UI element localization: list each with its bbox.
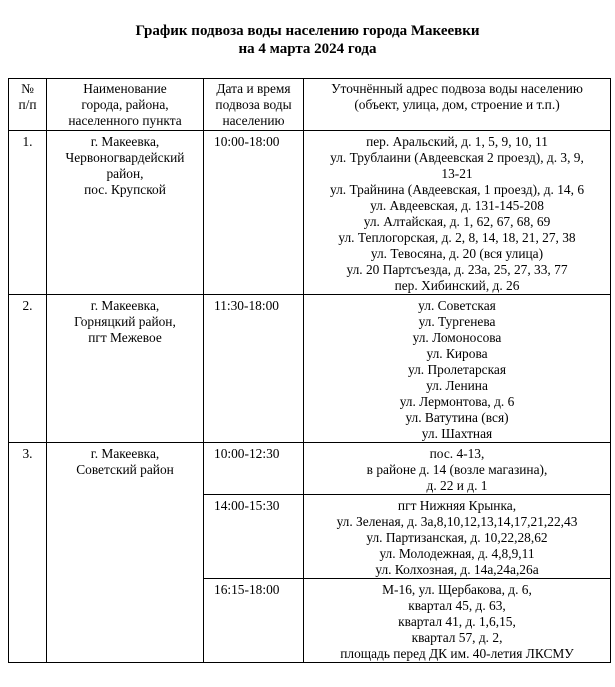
row-place: г. Макеевка, Горняцкий район, пгт Межевое bbox=[47, 295, 204, 443]
row-time: 10:00-12:30 bbox=[204, 443, 304, 495]
table-row bbox=[9, 295, 611, 443]
table-row bbox=[9, 443, 611, 495]
title-line-1: График подвоза воды населению города Макеевки bbox=[135, 23, 480, 39]
table-row bbox=[9, 131, 611, 295]
row-address: ул. Советская ул. Тургенева ул. Ломоносова ул. Кирова ул. Пролетарская ул. Ленина ул. Лермонтова, д. 6 ул. Ватутина (вся) ул. Шахтная bbox=[304, 295, 611, 443]
row-place: г. Макеевка, Червоногвардейский район, пос. Крупской bbox=[47, 131, 204, 295]
row-address: пгт Нижняя Крынка, ул. Зеленая, д. 3а,8,10,12,13,14,17,21,22,43 ул. Партизанская, д. 10,22,28,62 ул. Молодежная, д. 4,8,9,11 ул. Колхозная, д. 14а,24а,26а bbox=[304, 495, 611, 579]
row-number: 3. bbox=[9, 443, 47, 663]
row-time: 16:15-18:00 bbox=[204, 579, 304, 663]
row-time: 10:00-18:00 bbox=[204, 131, 304, 295]
row-address: М-16, ул. Щербакова, д. 6, квартал 45, д. 63, квартал 41, д. 1,6,15, квартал 57, д. 2, площадь перед ДК им. 40-летия ЛКСМУ bbox=[304, 579, 611, 663]
header-time: Дата и время подвоза воды населению bbox=[204, 79, 304, 131]
row-address: пос. 4-13, в районе д. 14 (возле магазина), д. 22 и д. 1 bbox=[304, 443, 611, 495]
row-place: г. Макеевка, Советский район bbox=[47, 443, 204, 663]
row-time: 14:00-15:30 bbox=[204, 495, 304, 579]
table-header-row bbox=[9, 79, 611, 131]
header-address: Уточнённый адрес подвоза воды населению (объект, улица, дом, строение и т.п.) bbox=[304, 79, 611, 131]
row-number: 2. bbox=[9, 295, 47, 443]
water-schedule-table bbox=[8, 78, 611, 663]
row-number: 1. bbox=[9, 131, 47, 295]
row-address: пер. Аральский, д. 1, 5, 9, 10, 11 ул. Трублаини (Авдеевская 2 проезд), д. 3, 9, 13-21 ул. Трайнина (Авдеевская, 1 проезд), д. 14, 6 ул. Авдеевская, д. 131-145-208 ул. Алтайская, д. 1, 62, 67, 68, 69 ул. Теплогорская, д. 2, 8, 14, 18, 21, 27, 38 ул. Тевосяна, д. 20 (вся улица) ул. 20 Партсъезда, д. 23а, 25, 27, 33, 77 пер. Хибинский, д. 26 bbox=[304, 131, 611, 295]
header-num: № п/п bbox=[9, 79, 47, 131]
row-time: 11:30-18:00 bbox=[204, 295, 304, 443]
document-title bbox=[0, 22, 615, 58]
header-place: Наименование города, района, населенного пункта bbox=[47, 79, 204, 131]
title-line-2: на 4 марта 2024 года bbox=[238, 41, 377, 57]
